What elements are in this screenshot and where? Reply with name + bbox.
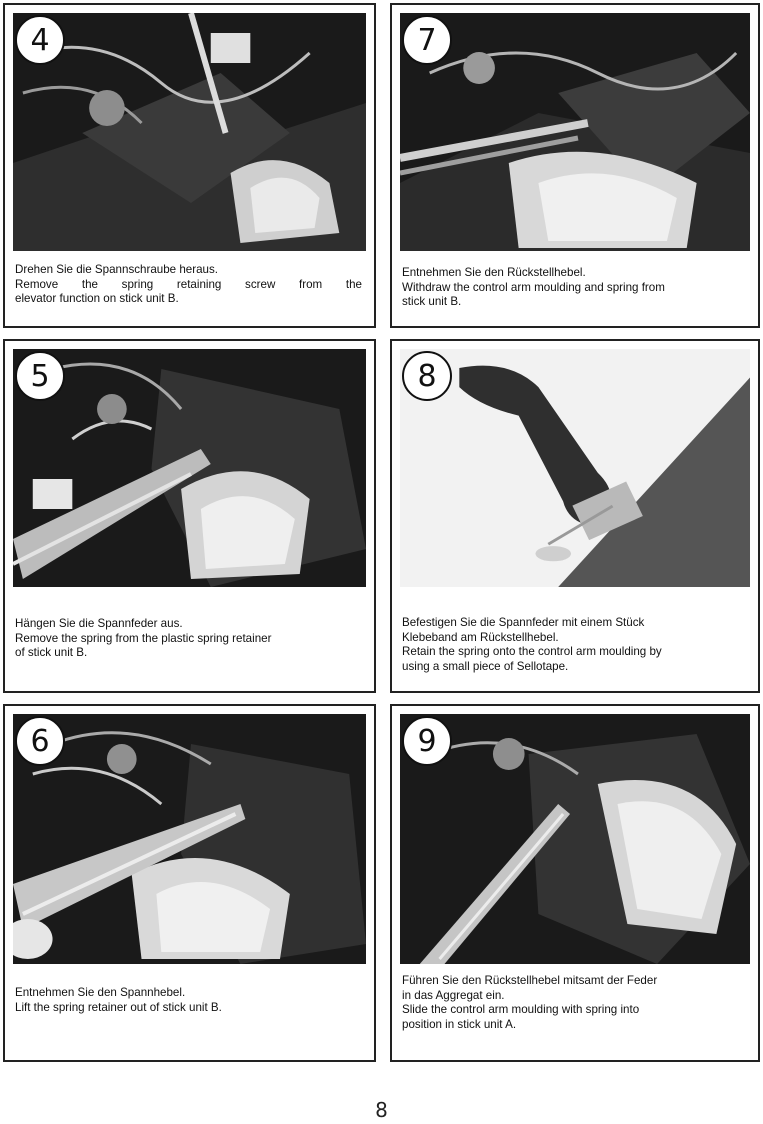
step-caption <box>402 974 746 1032</box>
caption-line-en: Remove the spring retaining screw from the <box>15 277 362 291</box>
caption-line-de: Befestigen Sie die Spannfeder mit einem Stück <box>402 616 645 629</box>
step-panel-4 <box>3 3 376 328</box>
caption-line-en: of stick unit B. <box>15 646 88 660</box>
step-caption <box>15 617 362 661</box>
caption-line-en: Remove the spring from the plastic spring retainer <box>15 631 272 645</box>
step-caption <box>402 266 746 310</box>
step-panel-8 <box>390 339 760 693</box>
caption-line-de: Hängen Sie die Spannfeder aus. <box>15 617 183 630</box>
caption-line-en: stick unit B. <box>402 295 462 309</box>
caption-line-en: Withdraw the control arm moulding and spring from <box>402 280 665 294</box>
step-panel-9 <box>390 704 760 1062</box>
step-number-badge: 4 <box>15 15 65 65</box>
step-photo-8 <box>400 349 750 587</box>
step-panel-7 <box>390 3 760 328</box>
step-number-badge: 9 <box>402 716 452 766</box>
page-number: 8 <box>375 1098 388 1122</box>
step-panel-5 <box>3 339 376 693</box>
step-number-badge: 6 <box>15 716 65 766</box>
step-number-badge: 5 <box>15 351 65 401</box>
caption-line-de: Entnehmen Sie den Rückstellhebel. <box>402 266 586 279</box>
caption-line-en: elevator function on stick unit B. <box>15 292 179 306</box>
step-photo-6 <box>13 714 366 964</box>
step-number-badge: 7 <box>402 15 452 65</box>
caption-line-en: Retain the spring onto the control arm moulding by <box>402 645 662 659</box>
caption-line-de: Klebeband am Rückstellhebel. <box>402 630 559 644</box>
caption-line-en: position in stick unit A. <box>402 1017 517 1031</box>
caption-line-de: Führen Sie den Rückstellhebel mitsamt der Feder <box>402 974 658 987</box>
step-caption <box>15 263 362 307</box>
caption-line-de: Entnehmen Sie den Spannhebel. <box>15 986 186 999</box>
step-panel-6 <box>3 704 376 1062</box>
step-photo-4 <box>13 13 366 251</box>
caption-line-de: in das Aggregat ein. <box>402 988 505 1002</box>
step-photo-9 <box>400 714 750 964</box>
caption-line-en: using a small piece of Sellotape. <box>402 659 569 673</box>
caption-line-de: Drehen Sie die Spannschraube heraus. <box>15 263 219 276</box>
step-number-badge: 8 <box>402 351 452 401</box>
caption-line-en: Lift the spring retainer out of stick unit B. <box>15 1000 222 1014</box>
step-caption <box>402 616 746 674</box>
caption-line-en: Slide the control arm moulding with spring into <box>402 1003 640 1017</box>
step-caption <box>15 986 362 1015</box>
step-photo-7 <box>400 13 750 251</box>
step-photo-5 <box>13 349 366 587</box>
